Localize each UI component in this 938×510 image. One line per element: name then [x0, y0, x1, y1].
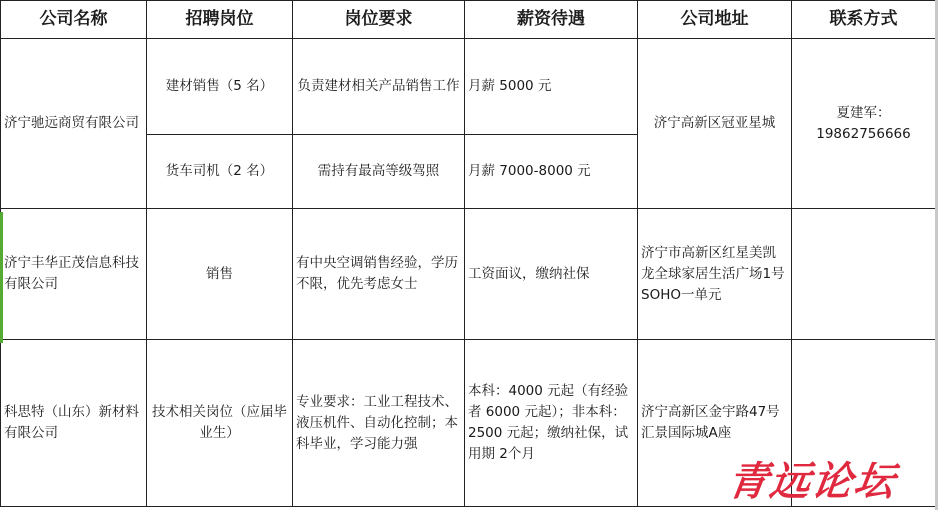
header-row — [1, 1, 936, 39]
position-title: 销售 — [147, 209, 293, 340]
header-salary: 薪资待遇 — [465, 1, 638, 39]
company-name: 济宁丰华正茂信息科技有限公司 — [1, 209, 147, 340]
company-name: 济宁驰远商贸有限公司 — [1, 39, 147, 209]
position-salary: 月薪 5000 元 — [465, 39, 638, 135]
company-address: 济宁高新区金宇路47号汇景国际城A座 — [638, 340, 792, 507]
position-title: 技术相关岗位（应届毕业生） — [147, 340, 293, 507]
row-accent-bar — [0, 212, 3, 343]
header-contact: 联系方式 — [792, 1, 936, 39]
table-row — [1, 39, 936, 135]
company-name: 科思特（山东）新材料有限公司 — [1, 340, 147, 507]
header-requirement: 岗位要求 — [293, 1, 465, 39]
forum-watermark: 青远论坛 — [724, 459, 900, 505]
position-requirement: 负责建材相关产品销售工作 — [293, 39, 465, 135]
position-salary: 月薪 7000-8000 元 — [465, 135, 638, 209]
header-position: 招聘岗位 — [147, 1, 293, 39]
position-requirement: 需持有最高等级驾照 — [293, 135, 465, 209]
company-address: 济宁市高新区红星美凯龙全球家居生活广场1号SOHO一单元 — [638, 209, 792, 340]
position-requirement: 有中央空调销售经验，学历不限，优先考虑女士 — [293, 209, 465, 340]
table-row — [1, 209, 936, 340]
position-title: 货车司机（2 名） — [147, 135, 293, 209]
position-requirement: 专业要求：工业工程技术、液压机件、自动化控制；本科毕业，学习能力强 — [293, 340, 465, 507]
position-salary: 工资面议，缴纳社保 — [465, 209, 638, 340]
company-address: 济宁高新区冠亚星城 — [638, 39, 792, 209]
company-contact — [792, 209, 936, 340]
header-address: 公司地址 — [638, 1, 792, 39]
header-company-name: 公司名称 — [1, 1, 147, 39]
position-title: 建材销售（5 名） — [147, 39, 293, 135]
company-contact: 夏建军：19862756666 — [792, 39, 936, 209]
position-salary: 本科：4000 元起（有经验者 6000 元起）；非本科：2500 元起；缴纳社保，试用期 2个月 — [465, 340, 638, 507]
